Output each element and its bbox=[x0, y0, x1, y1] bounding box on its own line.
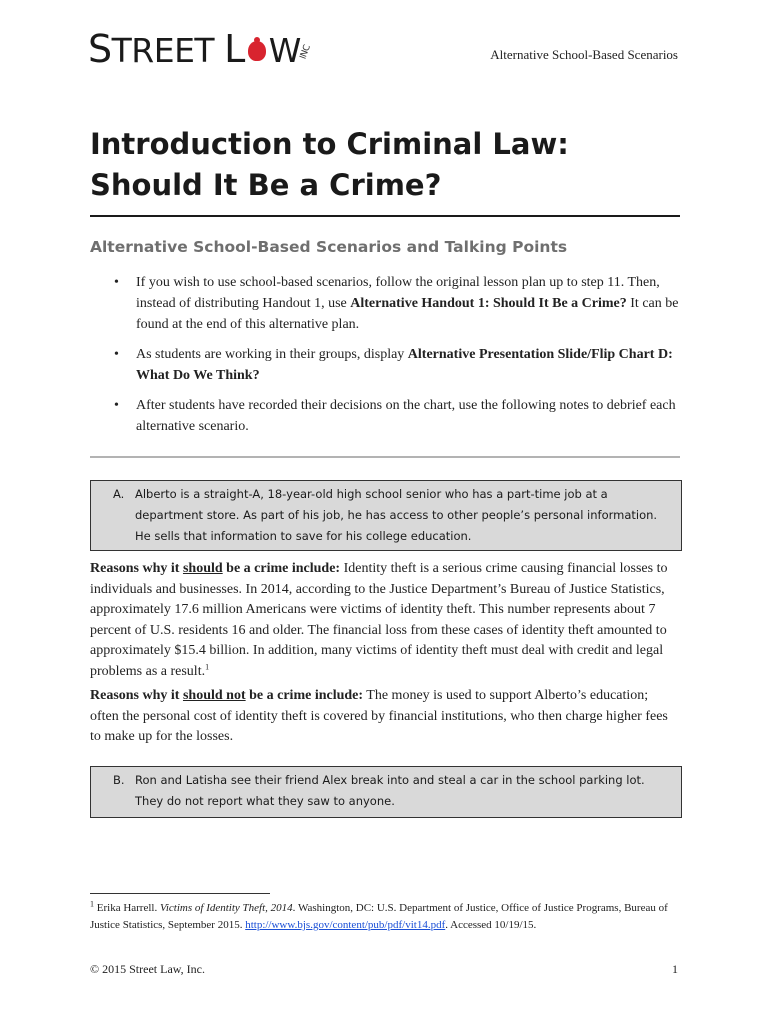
should-not-be-crime-paragraph: Reasons why it should not be a crime include: The money is used to support Alberto’s education; often the personal cost of identity theft is covered by financial institutions, who then charge higher fees to make up for the losses. bbox=[90, 688, 668, 744]
logo-letter-s: S bbox=[88, 27, 112, 71]
footnote-link[interactable]: http://www.bjs.gov/content/pub/pdf/vit14.pdf bbox=[245, 919, 446, 931]
section-divider bbox=[90, 456, 680, 458]
page-number: 1 bbox=[672, 962, 678, 976]
logo-figure-icon bbox=[246, 37, 268, 63]
logo-text-treet: TREET bbox=[111, 31, 215, 70]
logo-letter-l: L bbox=[224, 27, 245, 71]
footnote-divider bbox=[90, 893, 270, 894]
scenario-letter: B. bbox=[113, 773, 125, 787]
scenario-a-box bbox=[90, 480, 682, 551]
footnote: $^1$ Erika Harrell. Victims of Identity Theft, 2014. Washington, DC: U.S. Department of Justice, Office of Justice Programs, Bureau of Justice Statistics, September 2015. http://www.bjs.gov/content/pub/pdf/vit14.pdf. Accessed 10/19/15. bbox=[90, 899, 668, 931]
title-divider bbox=[90, 215, 680, 217]
scenario-b-box bbox=[90, 766, 682, 818]
scenario-text: Alberto is a straight-A, 18-year-old high school senior who has a part-time job at a department store. As part of his job, he has access to other people’s personal information. He sells that information to save for his college education. bbox=[135, 487, 658, 543]
should-be-crime-paragraph: Reasons why it should be a crime include: Identity theft is a serious crime causing financial losses to individuals and businesses. In 2014, according to the Justice Department’s Bureau of Justice Statistics, approximately 17.6 million Americans were victims of identity theft. This number represents about 7 percent of U.S. residents 16 and older. The financial loss from these cases of identity theft amounted to approximately $15.4 billion. In addition, many victims of identity theft must deal with credit and legal problems as a result.$^1$ bbox=[90, 561, 668, 679]
section-heading: Alternative School-Based Scenarios and Talking Points bbox=[90, 238, 568, 256]
header-section-label: Alternative School-Based Scenarios bbox=[490, 47, 678, 62]
copyright: © 2015 Street Law, Inc. bbox=[90, 962, 205, 976]
logo-letter-w: W bbox=[268, 31, 301, 70]
footnote-ref: 1 bbox=[205, 661, 210, 671]
list-item: • As students are working in their groups, display Alternative Presentation Slide/Flip Chart D: What Do We Think? bbox=[112, 344, 682, 386]
scenario-letter: A. bbox=[113, 487, 125, 501]
scenario-text: Ron and Latisha see their friend Alex break into and steal a car in the school parking lot. They do not report what they saw to anyone. bbox=[135, 773, 645, 808]
list-item: • After students have recorded their decisions on the chart, use the following notes to debrief each alternative scenario. bbox=[112, 395, 682, 437]
logo-inc: INC bbox=[298, 43, 313, 61]
list-item: • If you wish to use school-based scenarios, follow the original lesson plan up to step 11. Then, instead of distributing Handout 1, use Alternative Handout 1: Should It Be a Crime? It can be found at the end of this alternative plan. bbox=[112, 272, 682, 335]
page-title: Introduction to Criminal Law: Should It Be a Crime? bbox=[90, 127, 569, 202]
street-law-logo bbox=[88, 27, 313, 71]
instructions-list bbox=[112, 272, 682, 446]
